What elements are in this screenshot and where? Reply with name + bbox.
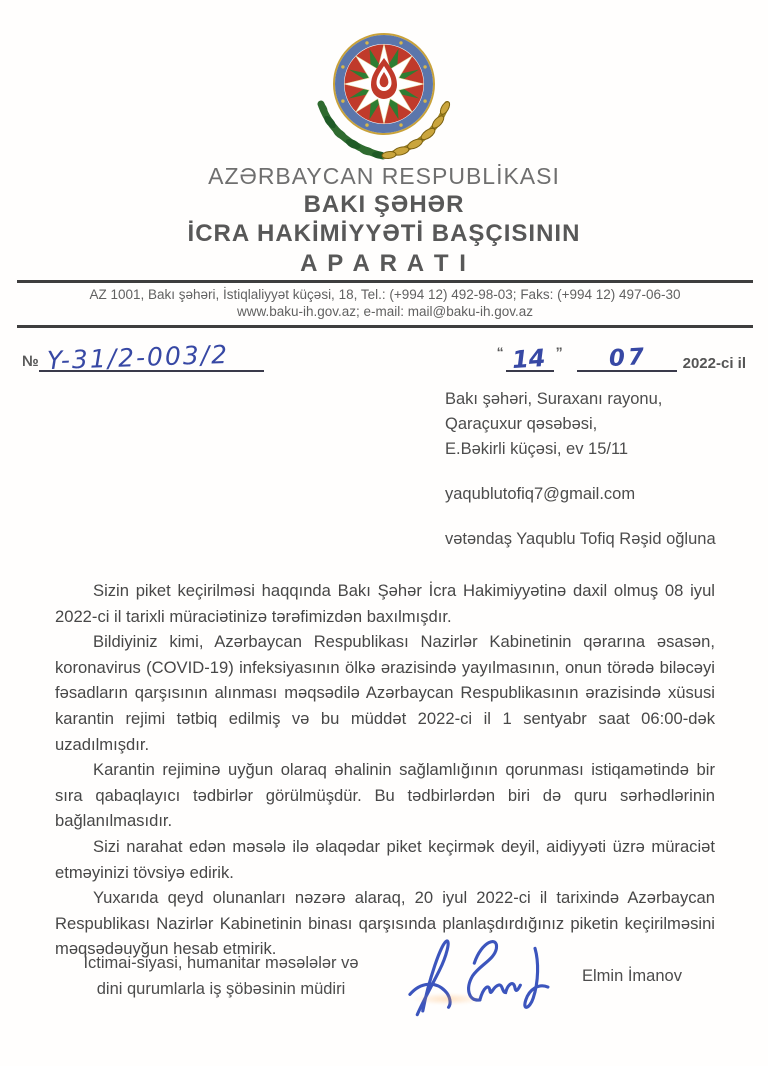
recipient-block: [445, 387, 716, 552]
body-paragraph-1: Sizin piket keçirilməsi haqqında Bakı Şəhər İcra Hakimiyyətinə daxil olmuş 08 iyul 2022-ci il tarixli müraciətinizə tərəfimizdən baxılmışdır.: [55, 581, 715, 626]
date-close-quote: ”: [555, 344, 563, 360]
recipient-name-line: vətəndaş Yaqublu Tofiq Rəşid oğluna: [445, 530, 716, 548]
letter-body: [55, 578, 715, 962]
letterhead-address-line2: www.baku-ih.gov.az; e-mail: mail@baku-ih.gov.az: [236, 304, 534, 319]
azerbaijan-coat-of-arms-icon: [309, 22, 459, 162]
body-paragraph-2: Bildiyiniz kimi, Azərbaycan Respublikası Nazirlər Kabinetinin qərarına əsasən, koronavirus (COVID-19) infeksiyasının ölkə ərazisində yayılmasının, onun törədə biləcəyi fəsadların qarşısının alınması məqsədilə Azərbaycan Respublikasının ərazisində xüsusi karantin rejimi tətbiq edilmiş və bu müddət 2022-ci il 1 sentyabr saat 06:00-dək uzadılmışdır.: [55, 632, 715, 754]
reference-number-handwritten: Y-31/2-003/2: [46, 339, 230, 376]
letterhead-org-line3: A P A R A T I: [300, 250, 468, 277]
reference-number-label: №: [22, 353, 39, 370]
recipient-address-line1: Bakı şəhəri, Suraxanı rayonu,: [445, 390, 663, 408]
reference-date: [496, 342, 746, 375]
signatory-title-line2: dini qurumlarla iş şöbəsinin müdiri: [96, 980, 346, 998]
signature-ink: [388, 930, 568, 1022]
signatory-title-line1: İctimai-siyasi, humanitar məsələlər və: [83, 954, 359, 972]
body-paragraph-5: Yuxarıda qeyd olunanları nəzərə alaraq, 20 iyul 2022-ci il tarixində Azərbaycan Respublikası Nazirlər Kabinetinin binası qarşısında planlaşdırdığınız piketin keçirilməsini məqsədəuyğun hesab etmirik.: [55, 888, 715, 959]
signature-block: [56, 930, 716, 1022]
letterhead-country: AZƏRBAYCAN RESPUBLİKASI: [208, 163, 560, 189]
date-month-line: [577, 342, 677, 372]
scan-smudge: [412, 993, 484, 1005]
body-paragraph-4: Sizi narahat edən məsələ ilə əlaqədar piket keçirmək deyil, aidiyyəti üzrə müraciət etməyinizi tövsiyə edirik.: [55, 836, 715, 882]
date-day-handwritten: 14: [510, 343, 546, 375]
recipient-email: yaqublutofiq7@gmail.com: [445, 485, 636, 503]
date-day-line: [506, 342, 554, 375]
reference-number: [22, 336, 264, 376]
reference-number-line: [39, 336, 264, 376]
date-open-quote: “: [496, 344, 504, 360]
recipient-address-line3: E.Bəkirli küçəsi, ev 15/11: [445, 440, 629, 458]
recipient-address-line2: Qaraçuxur qəsəbəsi,: [445, 415, 598, 433]
letterhead-address-band: [17, 280, 753, 328]
body-paragraph-3: Karantin rejiminə uyğun olaraq əhalinin sağlamlığının qorunması istiqamətində bir sıra qabaqlayıcı tədbirlər görülmüşdür. Bu tədbirlərdən biri də quru sərhədlərinin bağlanılmasıdır.: [55, 760, 715, 831]
signatory-title: [56, 950, 386, 1002]
letterhead-address-line1: AZ 1001, Bakı şəhəri, İstiqlaliyyət küçəsi, 18, Tel.: (+994 12) 492-98-03; Faks: (+994 12) 497-06-30: [89, 287, 681, 302]
date-month-handwritten: 07: [607, 344, 648, 372]
reference-row: [22, 334, 746, 376]
spacer: [445, 462, 716, 482]
letterhead-org-line2: İCRA HAKİMİYYƏTİ BAŞÇISININ: [187, 220, 581, 247]
date-year-suffix: 2022-ci il: [682, 355, 746, 372]
spacer: [445, 507, 716, 527]
letterhead-org-line1: BAKI ŞƏHƏR: [303, 191, 465, 218]
signatory-name: Elmin İmanov: [582, 966, 682, 985]
letterhead: [0, 162, 768, 279]
